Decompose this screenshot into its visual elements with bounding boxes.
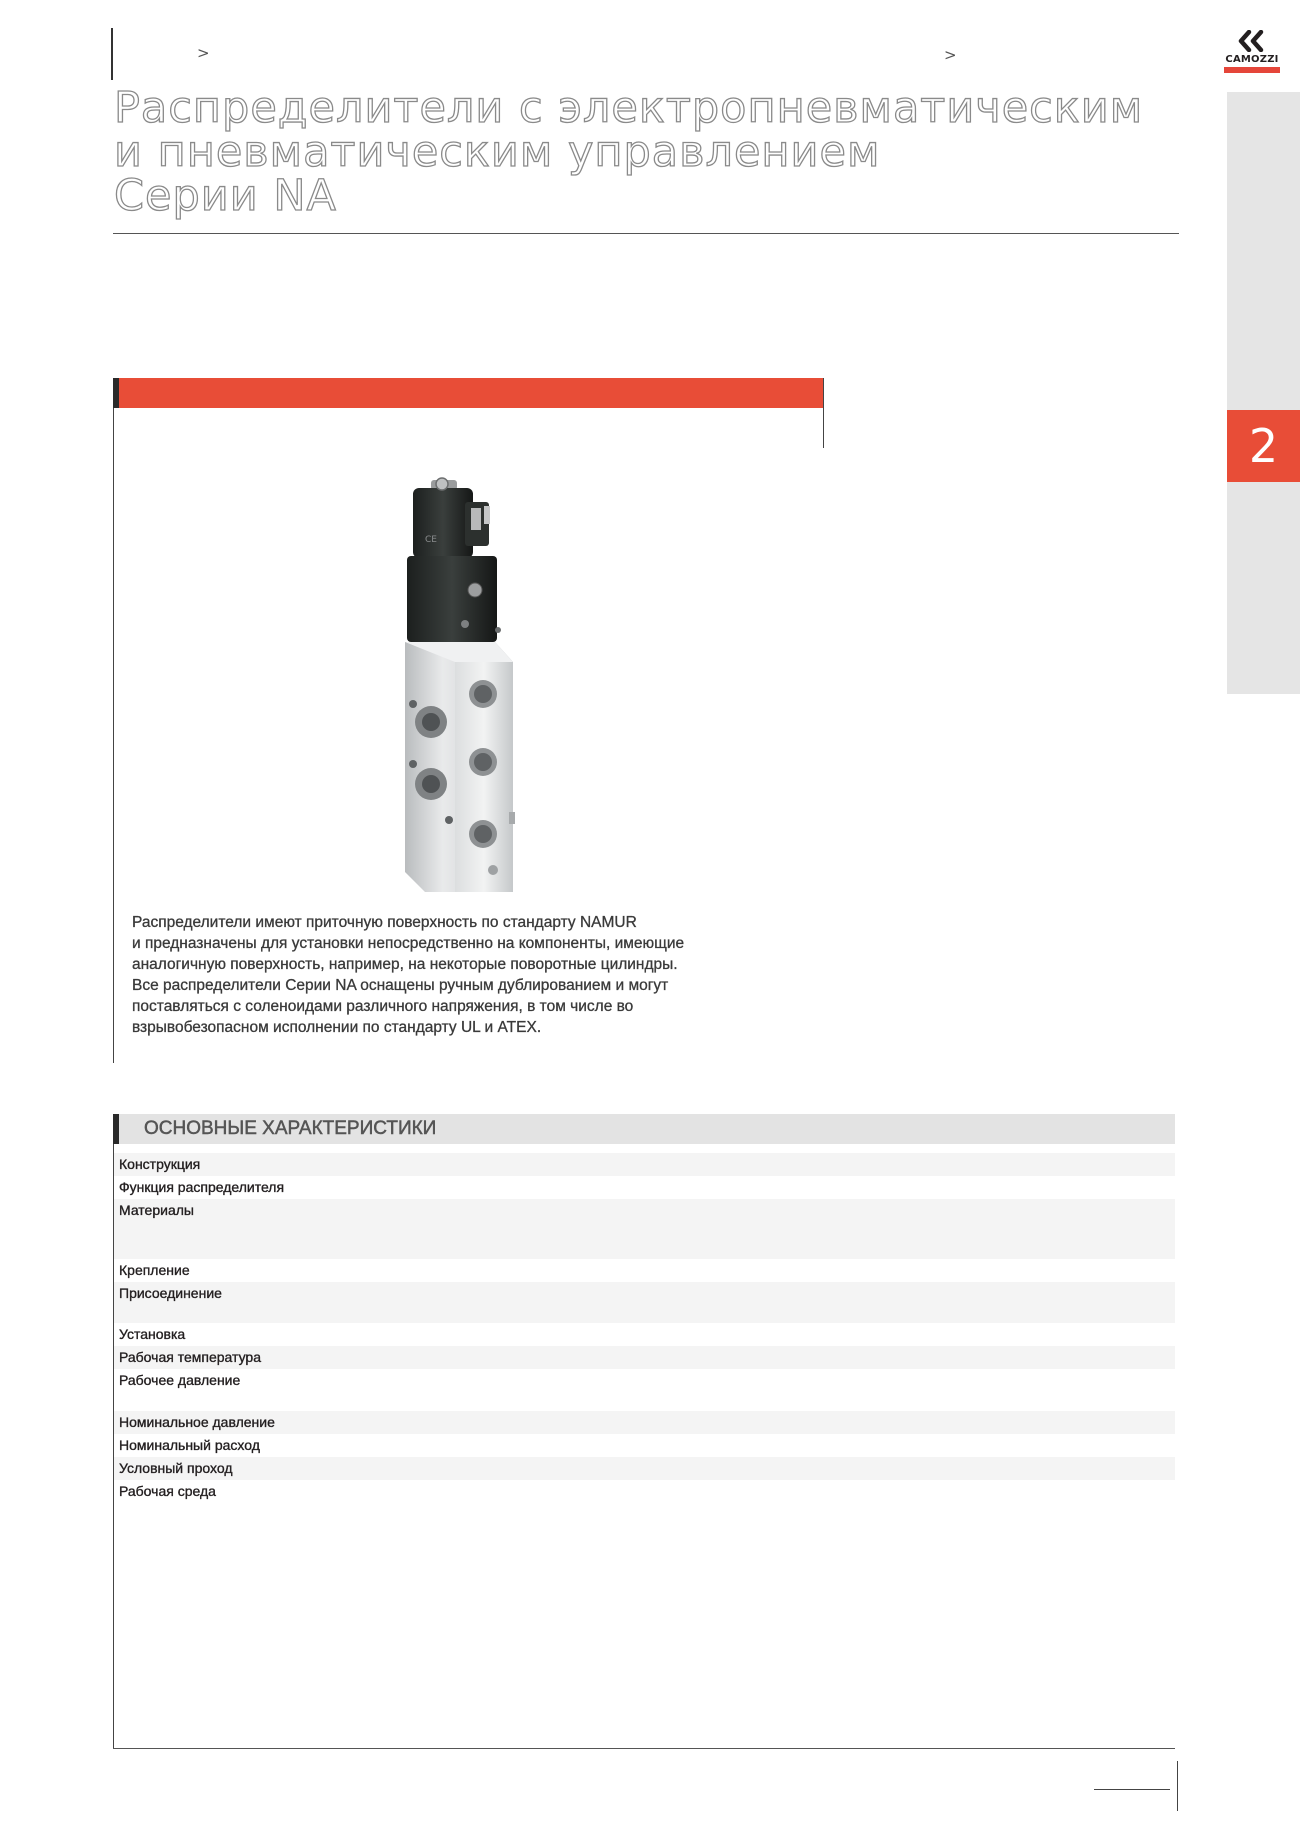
svg-text:CE: CE (425, 535, 437, 545)
characteristics-row (114, 1323, 1175, 1346)
breadcrumb-separator-2: > (944, 46, 957, 64)
characteristics-row (114, 1259, 1175, 1282)
breadcrumb-separator-1: > (197, 44, 210, 62)
characteristics-row-label: Присоединение (119, 1285, 222, 1301)
intro-description-line: Все распределители Серии NA оснащены ручным дублированием и могут (132, 977, 669, 994)
logo-underline (1224, 67, 1280, 73)
camozzi-logo (1222, 30, 1282, 73)
characteristics-row (114, 1153, 1175, 1176)
characteristics-row-label: Функция распределителя (119, 1179, 285, 1195)
intro-description-line: и предназначены для установки непосредственно на компоненты, имеющие (132, 935, 685, 952)
section-number-tab[interactable]: 2 (1227, 410, 1300, 482)
logo-text: CAMOZZI (1225, 54, 1279, 65)
intro-description-line: взрывобезопасном исполнении по стандарту UL и ATEX. (132, 1019, 542, 1036)
characteristics-row-label: Установка (119, 1326, 186, 1342)
intro-frame-right (823, 378, 824, 448)
characteristics-row-label: Конструкция (119, 1156, 201, 1172)
characteristics-row (114, 1199, 1175, 1259)
page-bottom-rule (113, 1748, 1175, 1749)
intro-description-line: аналогичную поверхность, например, на некоторые поворотные цилиндры. (132, 956, 678, 973)
characteristics-row (114, 1480, 1175, 1503)
characteristics-row-label: Рабочее давление (119, 1372, 241, 1388)
intro-frame-left (113, 408, 114, 1063)
characteristics-row (114, 1434, 1175, 1457)
intro-description (132, 912, 782, 1038)
title-divider (113, 233, 1179, 234)
characteristics-header-accent (113, 1114, 119, 1144)
footer-divider (1177, 1761, 1178, 1811)
characteristics-row (114, 1282, 1175, 1323)
page-title (114, 83, 1144, 221)
page-title-line-1: Распределители с электропневматическим (114, 83, 1144, 133)
intro-description-line: поставляться с соленоидами различного напряжения, в том числе во (132, 998, 634, 1015)
camozzi-logo-mark-icon (1237, 30, 1267, 52)
intro-header-accent (113, 378, 119, 408)
characteristics-row (114, 1346, 1175, 1369)
characteristics-row (114, 1176, 1175, 1199)
product-image (395, 472, 535, 892)
page-title-line-3: Серии NA (114, 171, 337, 221)
characteristics-row-label: Номинальный расход (119, 1437, 260, 1453)
characteristics-row-label: Рабочая температура (119, 1349, 261, 1365)
characteristics-row (114, 1411, 1175, 1434)
characteristics-row-label: Материалы (119, 1202, 194, 1218)
characteristics-row-label: Условный проход (119, 1460, 233, 1476)
characteristics-row (114, 1457, 1175, 1480)
characteristics-row (114, 1369, 1175, 1410)
characteristics-row-label: Номинальное давление (119, 1414, 275, 1430)
characteristics-row-label: Крепление (119, 1262, 190, 1278)
page-title-line-2: и пневматическим управлением (114, 127, 881, 177)
intro-description-line: Распределители имеют приточную поверхность по стандарту NAMUR (132, 914, 637, 931)
intro-header-bar (113, 378, 824, 408)
characteristics-title: ОСНОВНЫЕ ХАРАКТЕРИСТИКИ (144, 1118, 437, 1139)
characteristics-row-label: Рабочая среда (119, 1483, 216, 1499)
footer-line (1094, 1789, 1170, 1790)
header-divider (111, 28, 113, 80)
section-side-panel (1227, 92, 1300, 694)
